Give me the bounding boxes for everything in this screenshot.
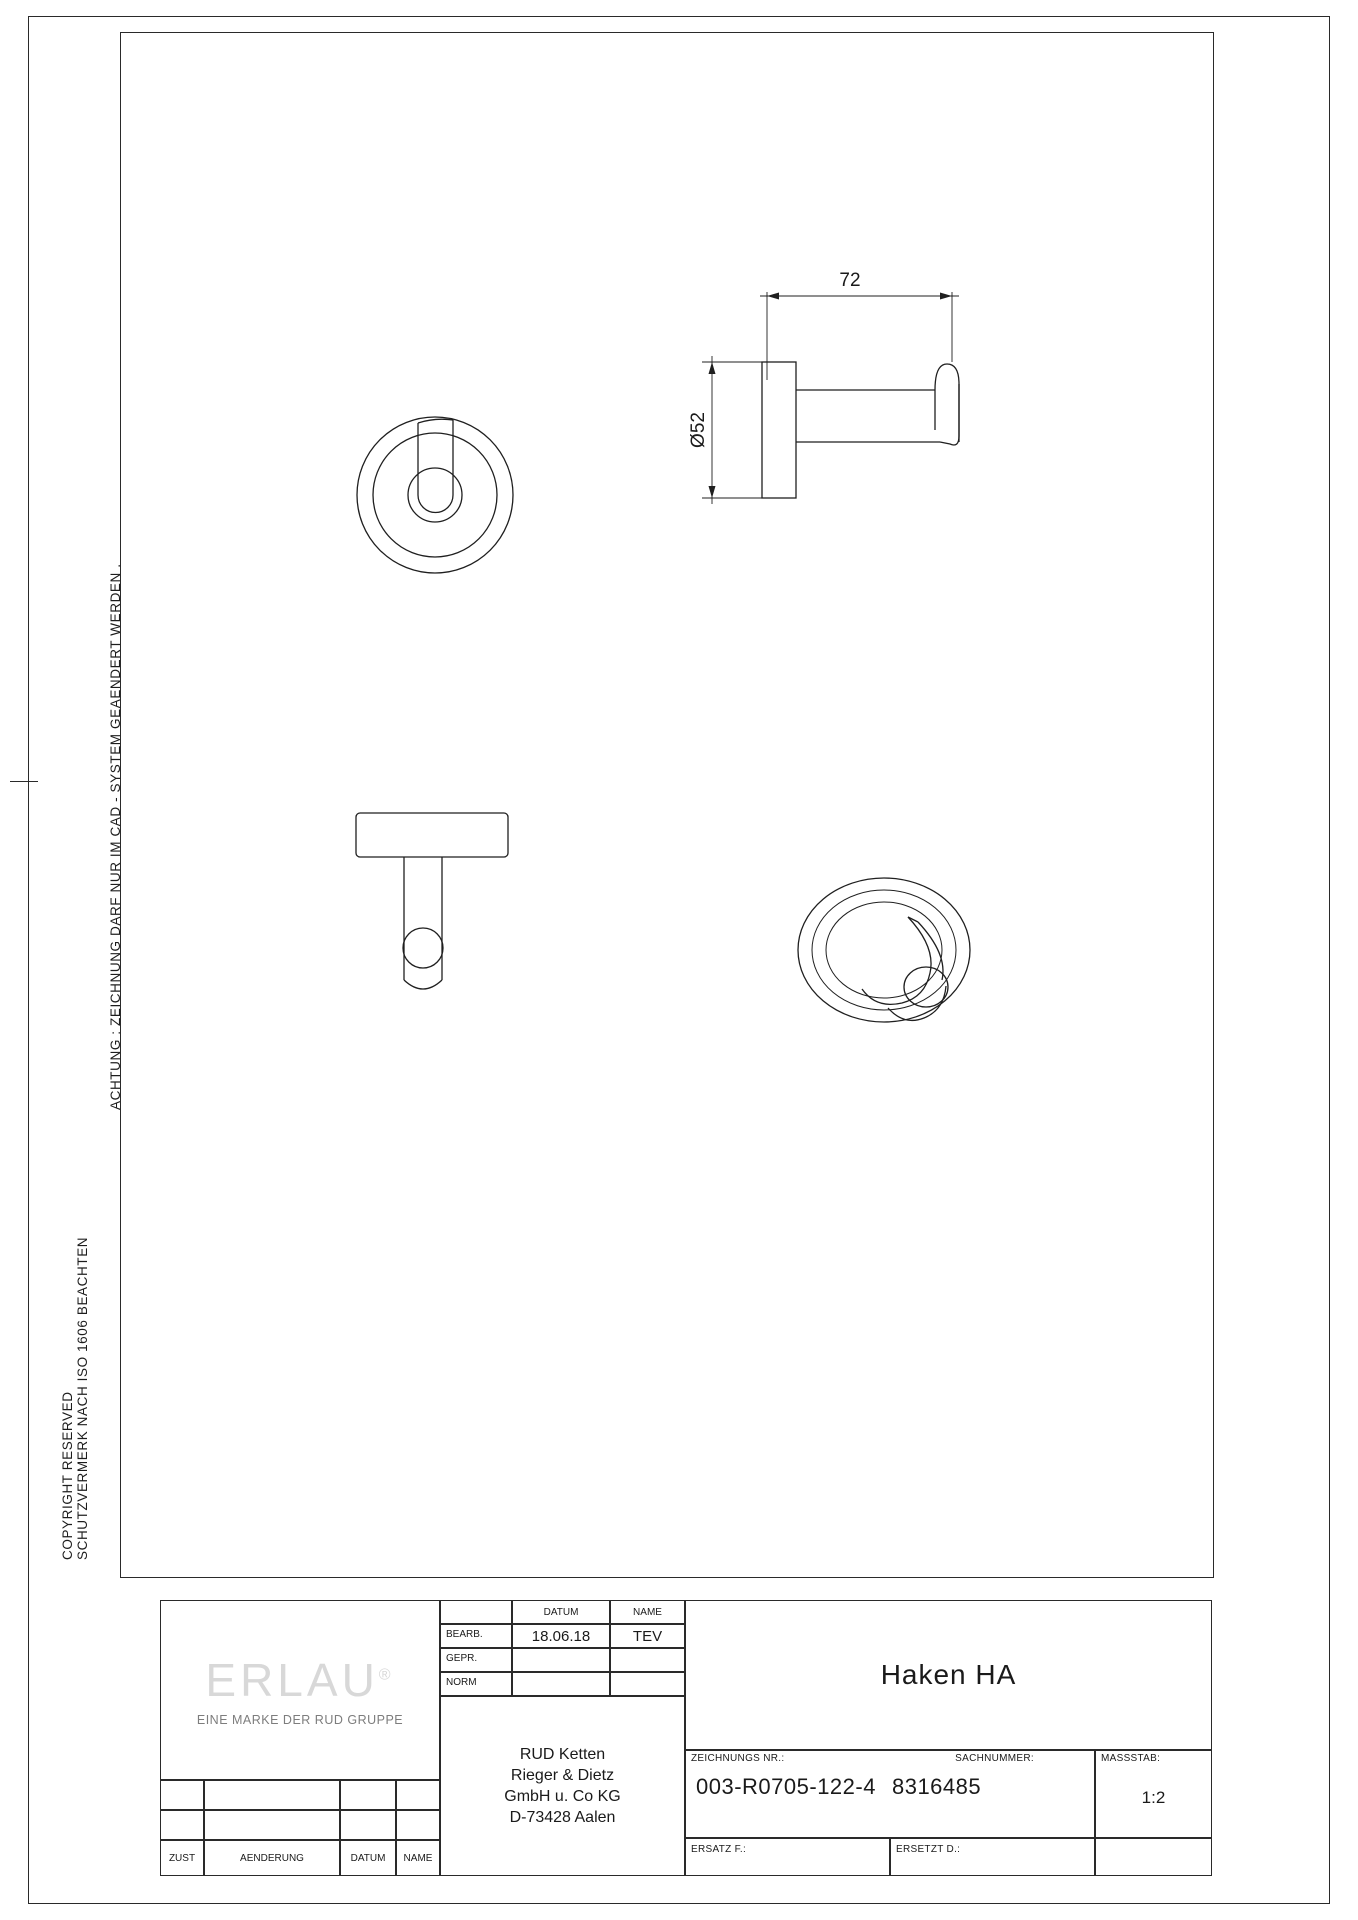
revision-row-1-aenderung <box>204 1780 340 1810</box>
part-number-value: 8316485 <box>891 1774 982 1799</box>
svg-text:72: 72 <box>839 270 861 291</box>
process-label-norm: NORM <box>440 1672 512 1696</box>
revision-row-2-zust <box>160 1810 204 1840</box>
company-line-4: D-73428 Aalen <box>509 1809 616 1827</box>
process-value-gepr-name <box>610 1648 685 1672</box>
process-value-norm-datum <box>512 1672 610 1696</box>
view-isometric <box>790 875 1010 1075</box>
logo-wordmark: ERLAU® <box>205 1654 395 1706</box>
svg-text:Ø52: Ø52 <box>688 412 709 448</box>
process-value-bearb-datum: 18.06.18 <box>512 1624 610 1648</box>
scale-spacer-cell <box>1095 1838 1212 1876</box>
legal-note-copyright: COPYRIGHT RESERVED <box>60 1391 75 1560</box>
replaced-by-label: ERSETZT D.: <box>896 1844 961 1855</box>
revision-row-2-aenderung <box>204 1810 340 1840</box>
revision-header-datum: DATUM <box>340 1840 396 1876</box>
part-number-label: SACHNUMMER: <box>955 1753 1034 1764</box>
legal-note-iso: SCHUTZVERMERK NACH ISO 1606 BEACHTEN <box>75 1236 90 1560</box>
company-line-3: GmbH u. Co KG <box>504 1788 621 1805</box>
replacement-for-value <box>751 1842 761 1857</box>
revision-row-1-datum <box>340 1780 396 1810</box>
revision-header-name: NAME <box>396 1840 440 1876</box>
revision-row-1-name <box>396 1780 440 1810</box>
revision-table <box>160 1780 440 1876</box>
replaced-by-cell <box>890 1838 1095 1876</box>
revision-row-2-datum <box>340 1810 396 1840</box>
process-value-gepr-datum <box>512 1648 610 1672</box>
company-address <box>440 1696 685 1876</box>
replacement-for-cell <box>685 1838 890 1876</box>
view-side-dimensioned <box>690 270 1010 530</box>
process-value-norm-name <box>610 1672 685 1696</box>
replacement-for-label: ERSATZ F.: <box>691 1844 747 1855</box>
center-tick-mark <box>10 781 38 782</box>
drawing-number-label: ZEICHNUNGS NR.: <box>691 1753 785 1764</box>
process-and-company <box>440 1600 685 1876</box>
process-label-gepr: GEPR. <box>440 1648 512 1672</box>
process-value-bearb-name: TEV <box>610 1624 685 1648</box>
drawing-number-cell <box>685 1750 1095 1838</box>
view-profile <box>340 805 540 1025</box>
revision-header-zust: ZUST <box>160 1840 204 1876</box>
logo-erlau <box>160 1600 440 1780</box>
part-title: Haken HA <box>685 1600 1212 1750</box>
revision-header-aenderung: AENDERUNG <box>204 1840 340 1876</box>
process-header-datum: DATUM <box>512 1600 610 1624</box>
company-line-1: RUD Ketten <box>519 1745 606 1763</box>
legal-note-cad: ACHTUNG : ZEICHNUNG DARF NUR IM CAD - SYSTEM GEAENDERT WERDEN . <box>108 563 123 1110</box>
replaced-by-value <box>965 1842 975 1857</box>
scale-cell <box>1095 1750 1212 1838</box>
process-header-name: NAME <box>610 1600 685 1624</box>
title-block <box>160 1600 1212 1876</box>
view-front-circle <box>330 390 550 600</box>
scale-label: MASSSTAB: <box>1101 1753 1161 1764</box>
process-label-bearb: BEARB. <box>440 1624 512 1648</box>
revision-row-2-name <box>396 1810 440 1840</box>
revision-row-1-zust <box>160 1780 204 1810</box>
scale-value: 1:2 <box>1141 1788 1166 1807</box>
drawing-frame <box>120 32 1214 1578</box>
drawing-number-value: 003-R0705-122-4 <box>696 1774 876 1799</box>
logo-tagline: EINE MARKE DER RUD GRUPPE <box>196 1713 404 1727</box>
process-header-blank <box>440 1600 512 1624</box>
company-line-2: Rieger & Dietz <box>510 1766 615 1784</box>
identification-block <box>685 1600 1212 1876</box>
